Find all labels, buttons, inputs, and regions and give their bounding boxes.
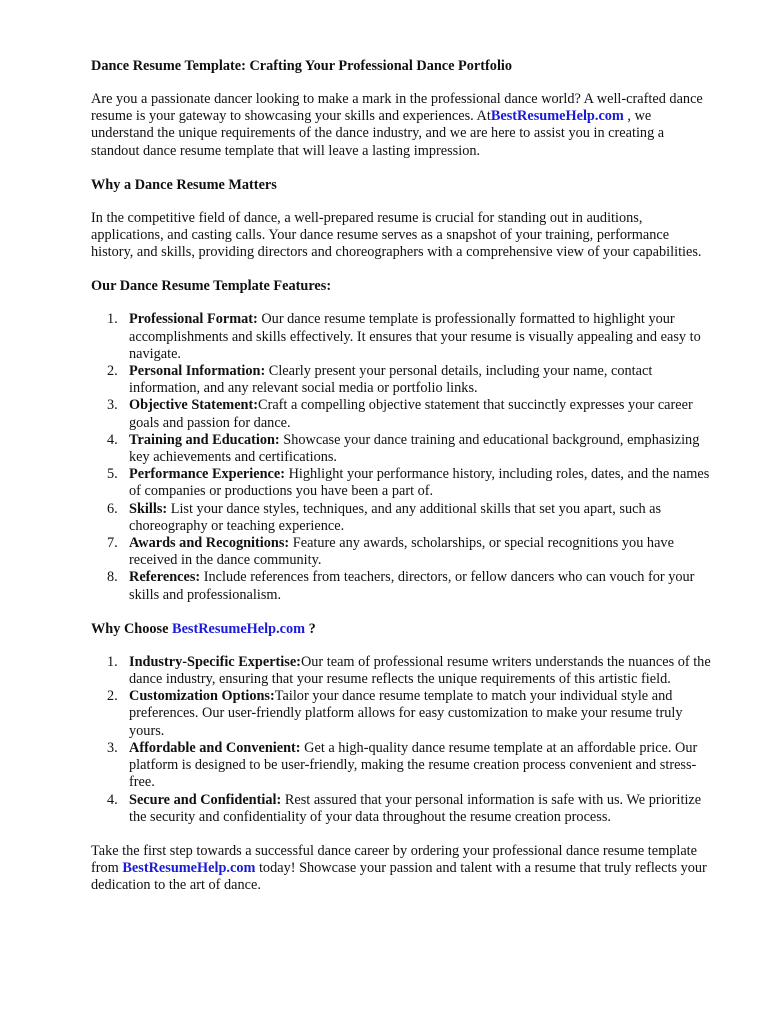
list-item-text: Our dance resume template is professionally formatted to highlight your accomplishments and skills effectively. It ensures that your resume is visually appealing and easy to navigate. xyxy=(129,311,701,362)
list-number: 7. xyxy=(107,535,118,552)
list-item-text: Tailor your dance resume template to match your individual style and preferences. Our user-friendly platform allows for easy customization to make your resume truly yours. xyxy=(129,688,683,739)
document-title: Dance Resume Template: Crafting Your Professional Dance Portfolio xyxy=(91,58,513,74)
list-item xyxy=(91,466,711,500)
closing-link[interactable]: BestResumeHelp.com xyxy=(122,860,256,877)
list-item-text: Clearly present your personal details, including your name, contact information, and any relevant social media or portfolio links. xyxy=(129,363,653,397)
closing-text-before: Take the first step towards a successful dance career by ordering your professional dance resume template from xyxy=(91,842,697,877)
list-item-label: Industry-Specific Expertise: xyxy=(129,653,301,670)
list-item xyxy=(91,740,711,792)
list-number: 1. xyxy=(107,653,118,670)
list-item-label: Training and Education: xyxy=(129,431,280,448)
why-choose-heading xyxy=(91,621,711,638)
list-item-label: Objective Statement: xyxy=(129,397,259,414)
list-item-text: Rest assured that your personal information is safe with us. We prioritize the security and confidentiality of your data throughout the resume creation process. xyxy=(129,791,702,825)
intro-paragraph xyxy=(91,91,711,160)
list-item-text: Feature any awards, scholarships, or special recognitions you have received in the dance community. xyxy=(129,535,674,569)
why-choose-text-after: ? xyxy=(305,620,316,637)
why-matters-heading: Why a Dance Resume Matters xyxy=(91,176,277,193)
why-choose-link[interactable]: BestResumeHelp.com xyxy=(172,620,306,637)
list-number: 2. xyxy=(107,688,118,705)
list-number: 5. xyxy=(107,466,118,483)
list-item-label: Secure and Confidential: xyxy=(129,791,282,808)
list-item-label: Personal Information: xyxy=(129,363,266,380)
list-item xyxy=(91,688,711,740)
intro-text-before: Are you a passionate dancer looking to make a mark in the professional dance world? A well-crafted dance resume is your gateway to showcasing your skills and experiences. At xyxy=(91,91,703,125)
intro-text-after: , we understand the unique requirements of the dance industry, and we are here to assist you in creating a standout dance resume template that will leave a lasting impression. xyxy=(91,108,665,159)
why-matters-paragraph: In the competitive field of dance, a well-prepared resume is crucial for standing out in auditions, applications, and casting calls. Your dance resume serves as a snapshot of your training, performance history, and skills, providing directors and choreographers with a comprehensive view of your capabilities. xyxy=(91,209,702,261)
why-choose-list xyxy=(91,654,711,826)
list-item xyxy=(91,363,711,397)
list-item xyxy=(91,569,711,603)
list-item xyxy=(91,501,711,535)
document-page xyxy=(91,58,711,912)
list-number: 3. xyxy=(107,397,118,414)
list-item xyxy=(91,311,711,363)
closing-paragraph xyxy=(91,843,711,895)
list-number: 1. xyxy=(107,311,118,328)
list-number: 6. xyxy=(107,500,118,517)
list-item-text: Highlight your performance history, including roles, dates, and the names of companies or productions you have been a part of. xyxy=(129,466,710,500)
list-item-label: Skills: xyxy=(129,500,168,517)
list-number: 2. xyxy=(107,363,118,380)
list-item-text: Showcase your dance training and educational background, emphasizing key achievements and certifications. xyxy=(129,431,700,466)
list-item-label: Performance Experience: xyxy=(129,466,286,483)
list-item xyxy=(91,397,711,431)
list-item-text: Our team of professional resume writers understands the nuances of the dance industry, ensuring that your resume reflects the unique requirements of this artistic field. xyxy=(129,653,711,688)
list-item xyxy=(91,432,711,466)
list-item-label: Professional Format: xyxy=(129,311,258,328)
closing-text-after: today! Showcase your passion and talent with a resume that truly reflects your dedication to the art of dance. xyxy=(91,860,707,894)
features-list xyxy=(91,311,711,603)
list-item xyxy=(91,535,711,569)
list-item-text: Include references from teachers, directors, or fellow dancers who can vouch for your skills and professionalism. xyxy=(129,569,695,603)
list-number: 8. xyxy=(107,569,118,586)
list-number: 4. xyxy=(107,791,118,808)
list-item-label: References: xyxy=(129,569,201,586)
why-choose-text-before: Why Choose xyxy=(91,620,173,637)
list-item-label: Awards and Recognitions: xyxy=(129,535,290,552)
list-item-text: Get a high-quality dance resume template at an affordable price. Our platform is designed to be user-friendly, making the resume creation process convenient and stress-free. xyxy=(129,739,698,791)
list-number: 3. xyxy=(107,739,118,756)
list-item-label: Affordable and Convenient: xyxy=(129,739,301,756)
list-item xyxy=(91,792,711,826)
list-item-label: Customization Options: xyxy=(129,688,275,705)
list-item-text: Craft a compelling objective statement that succinctly expresses your career goals and passion for dance. xyxy=(129,397,693,431)
list-item-text: List your dance styles, techniques, and any additional skills that set you apart, such as choreography or teaching experience. xyxy=(129,500,662,534)
features-heading: Our Dance Resume Template Features: xyxy=(91,278,332,295)
list-item xyxy=(91,654,711,688)
list-number: 4. xyxy=(107,431,118,448)
intro-link[interactable]: BestResumeHelp.com xyxy=(490,108,624,125)
